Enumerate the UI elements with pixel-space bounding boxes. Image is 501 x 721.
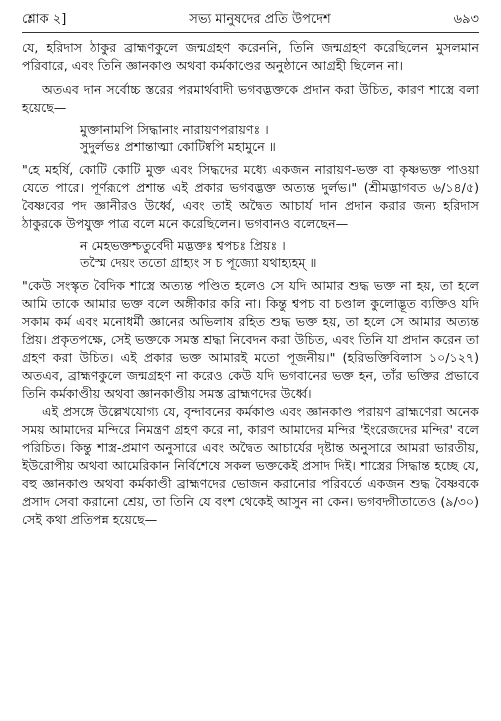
page-header bbox=[22, 10, 479, 30]
paragraph: অতএব দান সর্বোচ্চ স্তরের পরমার্থবাদী ভগবদ্ভক্তকে প্রদান করা উচিত, কারণ শাস্ত্রে বলা হয়েছে— bbox=[22, 82, 479, 115]
paragraph: "কেউ সংস্কৃত বৈদিক শাস্ত্রে অত্যন্ত পণ্ডিত হলেও সে যদি আমার শুদ্ধ ভক্ত না হয়, তা হলে আমি তাকে আমার ভক্ত বলে অঙ্গীকার করি না। কিন্তু শ্বপচ বা চণ্ডাল কুলোদ্ভূত ব্যক্তিও যদি সকাম কর্ম এবং মনোধর্মী জ্ঞানের অভিলাষ রহিত শুদ্ধ ভক্ত হয়, তা হলে সে আমার অত্যন্ত প্রিয়। প্রকৃতপক্ষে, সেই ভক্তকে সমস্ত শ্রদ্ধা নিবেদন করা উচিত, এবং তিনি যা প্রদান করেন তা গ্রহণ করা উচিত। এই প্রকার ভক্ত আমারই মতো পূজনীয়।" (হরিভক্তিবিলাস ১০/১২৭) অতএব, ব্রাহ্মণকুলে জন্মগ্রহণ না করেও কেউ যদি ভগবানের ভক্ত হন, তাঁর ভক্তির প্রভাবে তিনি কর্মকাণ্ডীয় অথবা জ্ঞানকাণ্ডীয় সমস্ত ব্রাহ্মণদের উর্ধ্বে। bbox=[22, 278, 479, 401]
verse-line: মুক্তানামপি সিদ্ধানাং নারায়ণপরায়ণঃ । bbox=[80, 122, 269, 137]
sanskrit-verse bbox=[80, 237, 479, 271]
sanskrit-verse bbox=[80, 121, 479, 155]
header-rule bbox=[22, 32, 479, 33]
verse-line: ন মেহভক্তশ্চতুর্বেদী মদ্ভক্তঃ শ্বপচঃ প্রিয়ঃ । bbox=[80, 238, 286, 253]
paragraph: যে, হরিদাস ঠাকুর ব্রাহ্মণকুলে জন্মগ্রহণ করেননি, তিনি জন্মগ্রহণ করেছিলেন মুসলমান পরিবারে, এবং তিনি জ্ঞানকাণ্ড অথবা কর্মকাণ্ডের অনুষ্ঠানে আগ্রহী ছিলেন না। bbox=[22, 40, 479, 73]
verse-line: সুদুর্লভঃ প্রশান্তাত্মা কোটিষ্বপি মহামুনে ॥ bbox=[80, 139, 276, 154]
page-number: ৬৯৩ bbox=[453, 12, 479, 27]
chapter-title: সভ্য মানুষদের প্রতি উপদেশ bbox=[189, 12, 331, 27]
paragraph: "হে মহর্ষি, কোটি কোটি মুক্ত এবং সিদ্ধদের মধ্যে একজন নারায়ণ-ভক্ত বা কৃষ্ণভক্ত পাওয়া যেতে পারে। পূর্ণরূপে প্রশান্ত এই প্রকার ভগবদ্ভক্ত অত্যন্ত দুর্লভ।" (শ্রীমদ্ভাগবত ৬/১৪/৫) বৈষ্ণবের পদ জ্ঞানীরও উর্ধ্বে, এবং তাই অদ্বৈত আচার্য দান প্রদান করার জন্য হরিদাস ঠাকুরকে উপযুক্ত পাত্র বলে মনে করেছিলেন। ভগবানও বলেছেন— bbox=[22, 162, 479, 231]
verse-reference: শ্লোক ২] bbox=[22, 12, 67, 27]
paragraph: এই প্রসঙ্গে উল্লেখযোগ্য যে, বৃন্দাবনের কর্মকাণ্ড এবং জ্ঞানকাণ্ড পরায়ণ ব্রাহ্মণেরা অনেক সময় আমাদের মন্দিরে নিমন্ত্রণ গ্রহণ করে না, কারণ আমাদের মন্দির 'ইংরেজদের মন্দির' বলে পরিচিত। কিন্তু শাস্ত্র-প্রমাণ অনুসারে এবং অদ্বৈত আচার্যের দৃষ্টান্ত অনুসারে আমরা ভারতীয়, ইউরোপীয় অথবা আমেরিকান নির্বিশেষে সকল ভক্তকেই প্রসাদ দিই। শাস্ত্রের সিদ্ধান্ত হচ্ছে যে, বহু জ্ঞানকাণ্ড অথবা কর্মকাণ্ডী ব্রাহ্মণদের ভোজন করানোর পরিবর্তে একজন শুদ্ধ বৈষ্ণবকে প্রসাদ সেবা করানো শ্রেয়, তা তিনি যে বংশ থেকেই আসুন না কেন। ভগবদ্গীতাতেও (৯/৩০) সেই কথা প্রতিপন্ন হয়েছে— bbox=[22, 404, 479, 527]
verse-line: তস্মৈ দেয়ং ততো গ্রাহ্যং স চ পূজ্যো যথাহ্যহম্ ॥ bbox=[80, 255, 317, 270]
